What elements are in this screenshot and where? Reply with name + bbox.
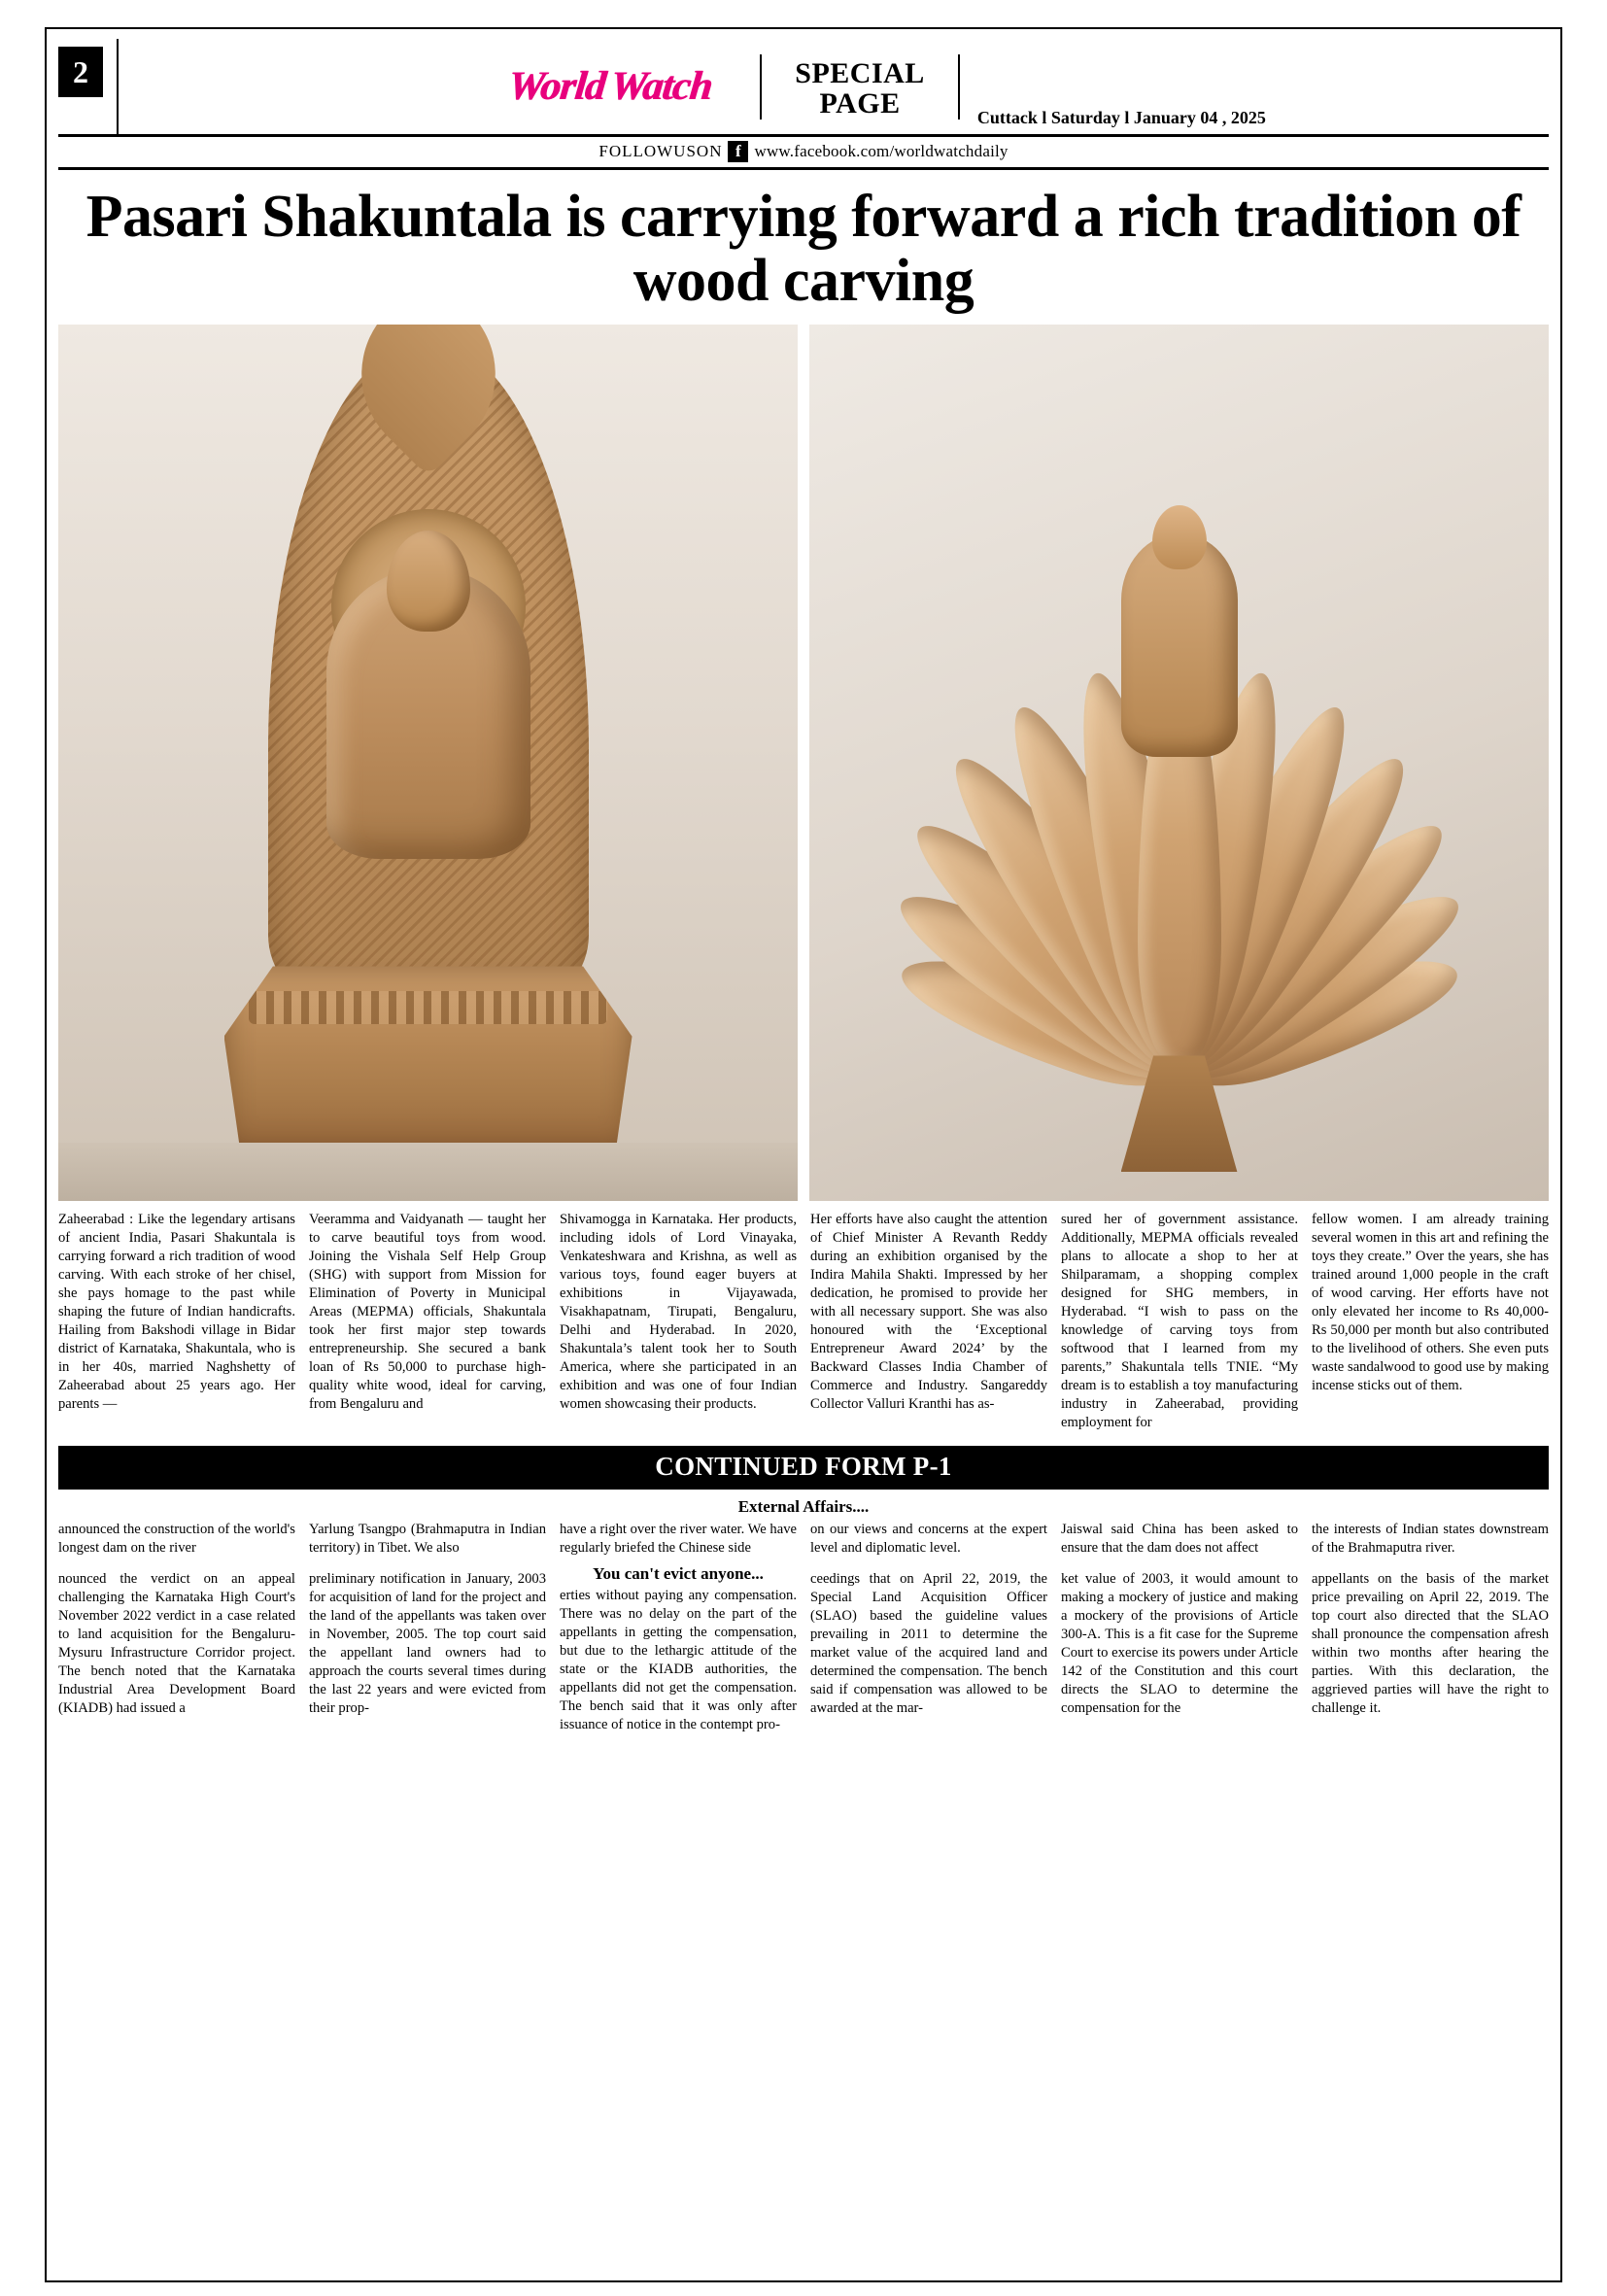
continued-column (1061, 1521, 1298, 1734)
dateline: Cuttack l Saturday l January 04 , 2025 (976, 108, 1266, 127)
follow-us-bar (58, 137, 1549, 170)
continued-column (810, 1521, 1047, 1734)
section-title (760, 54, 960, 120)
story-column (560, 1211, 797, 1432)
brand-word-1: World (505, 64, 607, 109)
brand-word-2: Watch (607, 64, 714, 109)
masthead-center (119, 39, 1549, 134)
story-paragraph: Zaheerabad : Like the legendary artisans of ancient India, Pasari Shakuntala is carrying forward a rich tradition of wood carving. With each stroke of her chisel, she pays homage to the past while shaping the future of Indian handicrafts. Hailing from Bakshodi village in Bidar district of Karnataka, Shakuntala, who is in her 40s, married Naghshetty of Zaheerabad about 25 years ago. Her parents — (58, 1212, 295, 1413)
photo-buddha-carving (58, 325, 798, 1201)
continued-paragraph: appellants on the basis of the market price prevailing on April 22, 2019. The top court also directed that the SLAO shall pronounce the compensation afresh within two months after hearing the parties. With this declaration, the aggrieved parties will have the right to challenge it. (1312, 1571, 1549, 1716)
masthead (58, 39, 1549, 137)
story-paragraph: sured her of government assistance. Additionally, MEPMA officials revealed plans to allocate a shop to her at Shilparamam, a shopping complex designed for SHG members, in Hyderabad. “I wish to pass on the knowledge of carving toys from softwood that I learned from my parents,” Shakuntala tells TNIE. “My dream is to establish a toy manufacturing industry in Zaheerabad, providing employment for (1061, 1212, 1298, 1431)
continued-column (309, 1521, 546, 1734)
story-column (810, 1211, 1047, 1432)
continued-paragraph: Yarlung Tsangpo (Brahmaputra in Indian territory) in Tibet. We also (309, 1522, 546, 1557)
continued-column (1312, 1521, 1549, 1734)
section-title-line-2: PAGE (819, 87, 901, 120)
section-title-line-1: SPECIAL (795, 56, 925, 89)
story-paragraph: Veeramma and Vaidyanath — taught her to carve beautiful toys from wood. Joining the Vishala Self Help Group (SHG) with support from Mission for Elimination of Poverty in Municipal Areas (MEPMA) officials, Shakuntala took her first major step towards entrepreneurship. She secured a bank loan of Rs 50,000 to purchase high-quality white wood, ideal for carving, from Bengaluru and (309, 1212, 546, 1413)
story-column (1061, 1211, 1298, 1432)
story-column (1312, 1211, 1549, 1432)
continued-paragraph: announced the construction of the world's longest dam on the river (58, 1522, 295, 1557)
continued-column (58, 1521, 295, 1734)
continued-paragraph: ket value of 2003, it would amount to making a mockery of justice and making a mockery of the provisions of Article 300-A. This is a fit case for the Supreme Court to exercise its powers under Article 142 of the Constitution and this court directs the SLAO to determine the compensation for the (1061, 1571, 1298, 1716)
story-column (58, 1211, 295, 1432)
continued-paragraph: the interests of Indian states downstream of the Brahmaputra river. (1312, 1522, 1549, 1557)
story-paragraph: Shivamogga in Karnataka. Her products, including idols of Lord Vinayaka, Venkateshwara and Krishna, as well as various toys, found eager buyers at exhibitions in Vijayawada, Visakhapatnam, Tirupati, Bengaluru, Delhi and Hyderabad. In 2020, Shakuntala’s talent took her to South America, where she participated in an exhibition and was one of four Indian women showcasing their products. (560, 1212, 797, 1413)
page-number-container (58, 39, 119, 134)
continued-banner: CONTINUED FORM P-1 (58, 1446, 1549, 1490)
story-paragraph: fellow women. I am already training several women in this art and refining the toys they create.” Over the years, she has trained around 1,000 people in the craft of wood carving. Her efforts have not only elevated her income to Rs 40,000-Rs 50,000 per month but also contributed to the livelihood of others. She even puts waste sandalwood to good use by making incense sticks out of them. (1312, 1212, 1549, 1394)
continued-body (58, 1521, 1549, 1734)
sub-headline-external-affairs: External Affairs.... (737, 1497, 870, 1517)
continued-paragraph: ceedings that on April 22, 2019, the Special Land Acquisition Officer (SLAO) based the guideline values prevailing in 2011 to determine the market value of the acquired land and determined the compensation. The bench said if compensation was allowed to be awarded at the mar- (810, 1571, 1047, 1716)
photo-row (58, 325, 1549, 1201)
continued-paragraph: erties without paying any compensation. There was no delay on the part of the appellants in getting the compensation, but due to the lethargic attitude of the state or the KIADB authorities, the appellants did not get the compensation. The bench said that it was only after issuance of notice in the contempt pro- (560, 1588, 797, 1732)
page-number: 2 (58, 47, 103, 97)
publication-logo (506, 63, 714, 110)
continued-column (560, 1521, 797, 1734)
story-body (58, 1211, 1549, 1432)
continued-paragraph: have a right over the river water. We have regularly briefed the Chinese side (560, 1522, 797, 1557)
photo-left-floor (58, 1143, 798, 1201)
follow-us-label: FOLLOWUSON (598, 142, 723, 160)
facebook-icon[interactable]: f (728, 141, 748, 162)
sub-headline-evict: You can't evict anyone... (593, 1564, 764, 1583)
continued-paragraph: Jaiswal said China has been asked to ensure that the dam does not affect (1061, 1522, 1298, 1557)
story-paragraph: Her efforts have also caught the attention of Chief Minister A Revanth Reddy during an exhibition organised by the Indira Mahila Shakti. Impressed by her dedication, he promised to provide her with all necessary support. She was also honoured with the ‘Exceptional Entrepreneur Award 2024’ by the Backward Classes India Chamber of Commerce and Industry. Sangareddy Collector Valluri Kranthi has as- (810, 1212, 1047, 1413)
carved-pedestal (224, 966, 633, 1150)
continued-paragraph: nounced the verdict on an appeal challenging the Karnataka High Court's November 2022 verdict in a case related to land acquisition for the Bengaluru-Mysuru Infrastructure Corridor project. The bench noted that the Karnataka Industrial Area Development Board (KIADB) had issued a (58, 1571, 295, 1716)
continued-paragraph: preliminary notification in January, 2003 for acquisition of land for the project and the land of the appellants was taken over in November, 2005. The top court said the appellant land owners had to approach the courts several times during the last 22 years and were evicted from their prop- (309, 1571, 546, 1716)
facebook-url[interactable]: www.facebook.com/worldwatchdaily (754, 142, 1009, 160)
story-column (309, 1211, 546, 1432)
photo-lotus-carving (809, 325, 1549, 1201)
continued-paragraph: on our views and concerns at the expert level and diplomatic level. (810, 1522, 1047, 1557)
page-title: Pasari Shakuntala is carrying forward a rich tradition of wood carving (85, 184, 1522, 314)
